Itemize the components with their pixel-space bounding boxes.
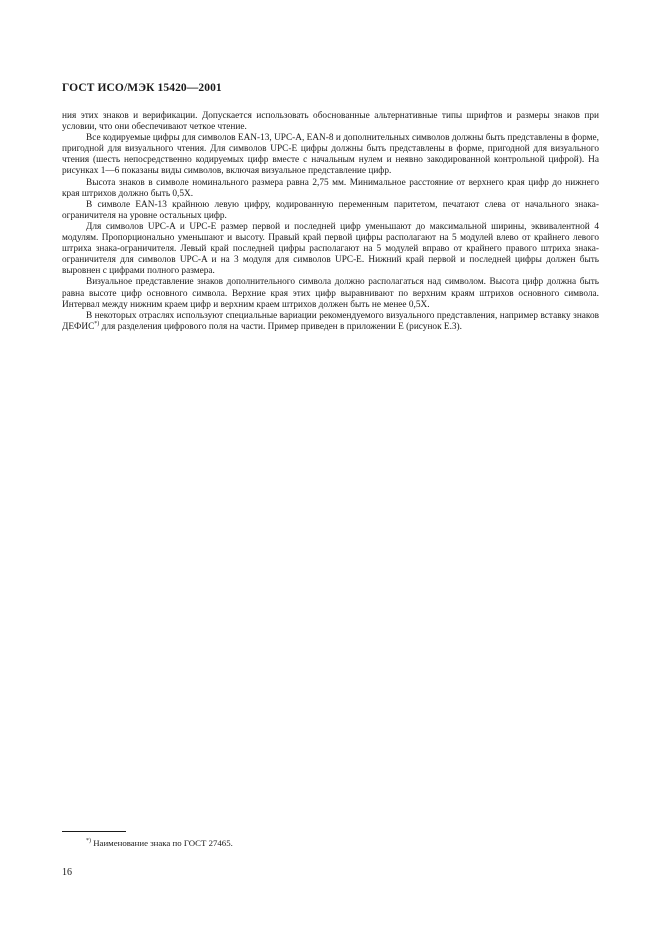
footnote (86, 838, 233, 848)
body-text (62, 111, 599, 333)
footnote-text: Наименование знака по ГОСТ 27465. (91, 838, 233, 848)
paragraph-7-text-before: В некоторых отраслях используют специальные вариации рекомендуемого визуального представления, например вставку знаков ДЕФИС (62, 310, 599, 332)
document-header: ГОСТ ИСО/МЭК 15420—2001 (62, 82, 222, 94)
paragraph-2: Все кодируемые цифры для символов EAN-13, UPC-A, EAN-8 и дополнительных символов должны быть представлены в форме, пригодной для визуального чтения. Для символов UPC-E цифры должны быть представлены в форме, пригодной для визуального чтения (шесть непосредственно кодируемых цифр вместе с начальным нулем и неявно закодированной контрольной цифрой). На рисунках 1—6 показаны виды символов, включая визуальное представление цифр. (62, 133, 599, 177)
page-number: 16 (62, 867, 72, 878)
paragraph-7 (62, 311, 599, 333)
paragraph-5: Для символов UPC-A и UPC-E размер первой и последней цифр уменьшают до максимальной ширины, эквивалентной 4 модулям. Пропорционально уменьшают и высоту. Правый край первой цифры располагают на 5 модулей влево от крайнего левого штриха знака-ограничителя. Левый край последней цифры располагают на 5 модулей вправо от крайнего правого штриха знака-ограничителя для символов UPC-A и на 3 модуля для символов UPC-E. Нижний край первой и последней цифры должен быть выровнен с цифрами полного размера. (62, 221, 599, 277)
paragraph-3: Высота знаков в символе номинального размера равна 2,75 мм. Минимальное расстояние от верхнего края цифр до нижнего края штрихов должно быть 0,5X. (62, 177, 599, 199)
footnote-reference: *) (94, 320, 100, 327)
paragraph-1: ния этих знаков и верификации. Допускается использовать обоснованные альтернативные типы шрифтов и размеры знаков при условии, что они обеспечивают четкое чтение. (62, 111, 599, 133)
footnote-separator (62, 831, 126, 832)
paragraph-6: Визуальное представление знаков дополнительного символа должно располагаться над символом. Высота цифр должна быть равна высоте цифр основного символа. Верхние края этих цифр выравнивают по верхним краям штрихов основного символа. Интервал между нижним краем цифр и верхним краем штрихов должен быть не менее 0,5X. (62, 277, 599, 310)
paragraph-4: В символе EAN-13 крайнюю левую цифру, кодированную переменным паритетом, печатают слева от начального знака-ограничителя на уровне остальных цифр. (62, 199, 599, 221)
paragraph-7-text-after: для разделения цифрового поля на части. Пример приведен в приложении Е (рисунок Е.3). (99, 321, 462, 332)
footnote-marker: *) (86, 838, 91, 845)
